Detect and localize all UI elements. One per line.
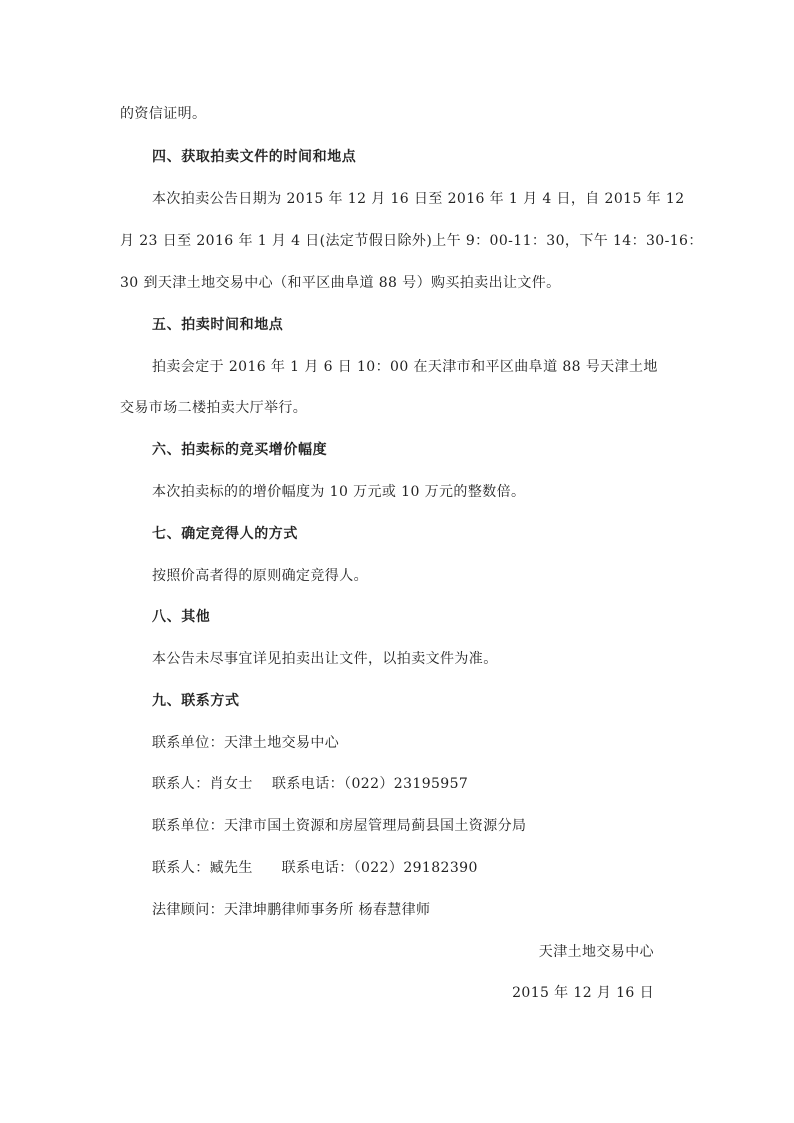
section8-heading: 八、其他 xyxy=(152,609,211,625)
contact-unit-1: 联系单位：天津土地交易中心 xyxy=(152,735,340,751)
section4-heading: 四、获取拍卖文件的时间和地点 xyxy=(152,149,357,165)
section5-line-1: 拍卖会定于 2016 年 1 月 6 日 10：00 在天津市和平区曲阜道 88 号天津土地 xyxy=(152,359,658,375)
contact-person-1: 联系人：肖女士 联系电话：（022）23195957 xyxy=(152,776,469,792)
section3-tail-text: 的资信证明。 xyxy=(120,106,207,122)
section8-line-1: 本公告未尽事宜详见拍卖出让文件，以拍卖文件为准。 xyxy=(152,651,498,667)
signature-date: 2015 年 12 月 16 日 xyxy=(512,985,654,1001)
section5-heading: 五、拍卖时间和地点 xyxy=(152,317,284,333)
legal-advisor: 法律顾问：天津坤鹏律师事务所 杨春慧律师 xyxy=(152,902,431,918)
section6-heading: 六、拍卖标的竞买增价幅度 xyxy=(152,442,328,458)
contact-unit-2: 联系单位：天津市国土资源和房屋管理局蓟县国土资源分局 xyxy=(152,818,527,834)
section4-line-1: 本次拍卖公告日期为 2015 年 12 月 16 日至 2016 年 1 月 4 日，自 2015 年 12 xyxy=(152,191,685,207)
signature-organization: 天津土地交易中心 xyxy=(538,944,654,960)
section9-heading: 九、联系方式 xyxy=(152,693,240,709)
section4-line-3: 30 到天津土地交易中心（和平区曲阜道 88 号）购买拍卖出让文件。 xyxy=(120,275,561,291)
section5-line-2: 交易市场二楼拍卖大厅举行。 xyxy=(120,400,308,416)
section7-heading: 七、确定竞得人的方式 xyxy=(152,526,298,542)
contact-person-2: 联系人：臧先生 联系电话：（022）29182390 xyxy=(152,860,478,876)
section4-line-2: 月 23 日至 2016 年 1 月 4 日(法定节假日除外)上午 9：00-11：30，下午 14：30-16： xyxy=(120,233,703,249)
section7-line-1: 按照价高者得的原则确定竞得人。 xyxy=(152,568,368,584)
section6-line-1: 本次拍卖标的的增价幅度为 10 万元或 10 万元的整数倍。 xyxy=(152,484,526,500)
